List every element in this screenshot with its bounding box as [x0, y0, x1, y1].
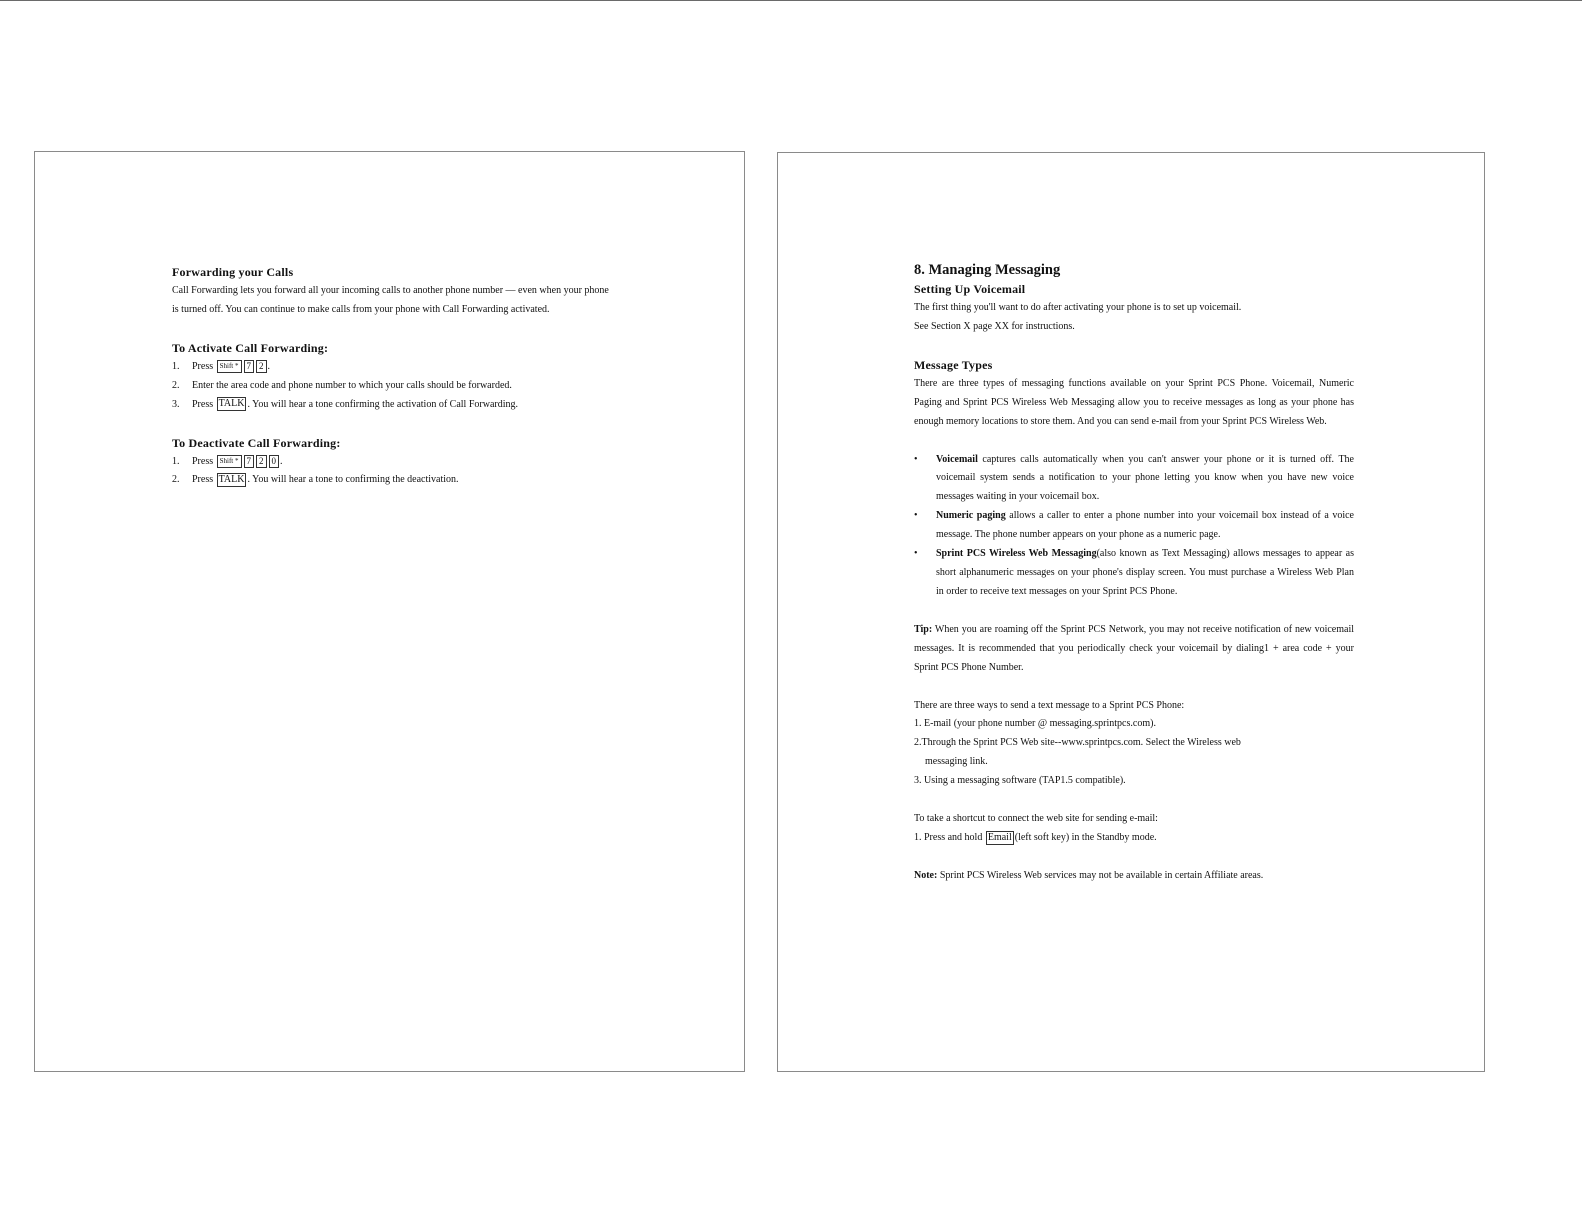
key-7: 7: [244, 360, 255, 373]
shift-key: Shift *: [217, 455, 242, 468]
shortcut-step-end: (left soft key) in the Standby mode.: [1014, 831, 1157, 843]
step-number: 2.: [172, 474, 180, 486]
right-page-content: [914, 260, 1354, 886]
forwarding-intro: Call Forwarding lets you forward all your incoming calls to another phone number — even when your phone is turned off. You can continue to make calls from your phone with Call Forwarding activated.: [172, 285, 609, 315]
activate-step-3: [172, 396, 612, 415]
step-text: Press: [192, 455, 214, 467]
note-text: Sprint PCS Wireless Web services may not be available in certain Affiliate areas.: [937, 869, 1264, 881]
ways-item-3: 3. Using a messaging software (TAP1.5 compatible).: [914, 775, 1126, 787]
message-types-heading: Message Types: [914, 357, 993, 372]
forwarding-heading: Forwarding your Calls: [172, 265, 294, 279]
right-page: [777, 152, 1485, 1072]
ways-intro: There are three ways to send a text message to a Sprint PCS Phone:: [914, 699, 1185, 711]
bullet-icon: •: [914, 548, 918, 560]
step-number: 3.: [172, 398, 180, 410]
shortcut-step-text: 1. Press and hold: [914, 831, 983, 843]
activate-steps: [172, 358, 612, 415]
deactivate-heading: To Deactivate Call Forwarding:: [172, 435, 341, 450]
step-end: . You will hear a tone to confirming the deactivation.: [247, 474, 459, 486]
message-types-paragraph: There are three types of messaging functions available on your Sprint PCS Phone. Voicemail, Numeric Paging and Sprint PCS Wireless Web Messaging allow you to receive messages as long as your phone has enough memory locations to store them. And you can send e-mail from your Sprint PCS Wireless Web.: [914, 377, 1354, 427]
activate-step-2: [172, 377, 612, 396]
ways-item-2: 2.Through the Sprint PCS Web site--www.sprintpcs.com. Select the Wireless web: [914, 737, 1241, 749]
tip-label: Tip:: [914, 623, 933, 635]
left-page: [34, 151, 745, 1072]
step-text: Press: [192, 474, 214, 486]
bullet-text: captures calls automatically when you can't answer your phone or it is turned off. The voicemail system sends a notification to your phone letting you know when you have new voice messages waiting in your voicemail box.: [936, 453, 1354, 503]
note-paragraph: [914, 867, 1354, 886]
activate-heading: To Activate Call Forwarding:: [172, 340, 329, 355]
message-types-list: [914, 451, 1354, 602]
ways-item-2-cont: messaging link.: [925, 756, 988, 768]
voicemail-line-1: The first thing you'll want to do after activating your phone is to set up voicemail.: [914, 302, 1242, 313]
tip-text: When you are roaming off the Sprint PCS Network, you may not receive notification of new voicemail messages. It is recommended that you periodically check your voicemail by dialing1 + area code + your Sprint PCS Phone Number.: [914, 623, 1354, 673]
step-number: 1.: [172, 360, 180, 372]
note-label: Note:: [914, 869, 938, 881]
shift-key: Shift *: [217, 360, 242, 373]
voicemail-heading: Setting Up Voicemail: [914, 282, 1026, 296]
bullet-voicemail: [914, 451, 1354, 508]
talk-key: TALK: [218, 474, 245, 486]
step-end: . You will hear a tone confirming the activation of Call Forwarding.: [247, 398, 518, 410]
bullet-term: Voicemail: [936, 453, 978, 465]
step-end: .: [280, 455, 283, 467]
step-text: Enter the area code and phone number to which your calls should be forwarded.: [192, 379, 512, 391]
bullet-term: Numeric paging: [936, 510, 1006, 522]
shortcut-intro: To take a shortcut to connect the web site for sending e-mail:: [914, 813, 1158, 825]
shortcut-step: [914, 829, 1354, 848]
deactivate-step-2: [172, 471, 612, 490]
step-number: 2.: [172, 379, 180, 391]
talk-key: TALK: [218, 398, 245, 410]
chapter-title: 8. Managing Messaging: [914, 262, 1061, 278]
step-text: Press: [192, 398, 214, 410]
key-0: 0: [269, 455, 280, 468]
top-rule: [0, 0, 1582, 1]
deactivate-step-1: [172, 453, 612, 472]
bullet-text: allows a caller to enter a phone number into your voicemail box instead of a voice message. The phone number appears on your phone as a numeric page.: [936, 510, 1354, 541]
left-page-content: [172, 263, 612, 490]
step-text: Press: [192, 360, 214, 372]
deactivate-steps: [172, 453, 612, 491]
activate-step-1: [172, 358, 612, 377]
email-key: Email: [987, 831, 1012, 843]
bullet-web-messaging: [914, 545, 1354, 602]
bullet-icon: •: [914, 453, 918, 465]
voicemail-line-2: See Section X page XX for instructions.: [914, 320, 1075, 332]
bullet-text: (also known as Text Messaging) allows messages to appear as short alphanumeric messages on your phone's display screen. You must purchase a Wireless Web Plan in order to receive text messages on your Sprint PCS Phone.: [936, 548, 1354, 597]
step-end: .: [267, 360, 270, 372]
bullet-term: Sprint PCS Wireless Web Messaging: [936, 548, 1097, 560]
key-2: 2: [256, 360, 267, 373]
bullet-icon: •: [914, 510, 918, 522]
key-2: 2: [256, 455, 267, 468]
step-number: 1.: [172, 455, 180, 467]
tip-paragraph: [914, 621, 1354, 678]
bullet-numeric-paging: [914, 507, 1354, 545]
key-7: 7: [244, 455, 255, 468]
ways-item-1: 1. E-mail (your phone number @ messaging.sprintpcs.com).: [914, 718, 1156, 730]
